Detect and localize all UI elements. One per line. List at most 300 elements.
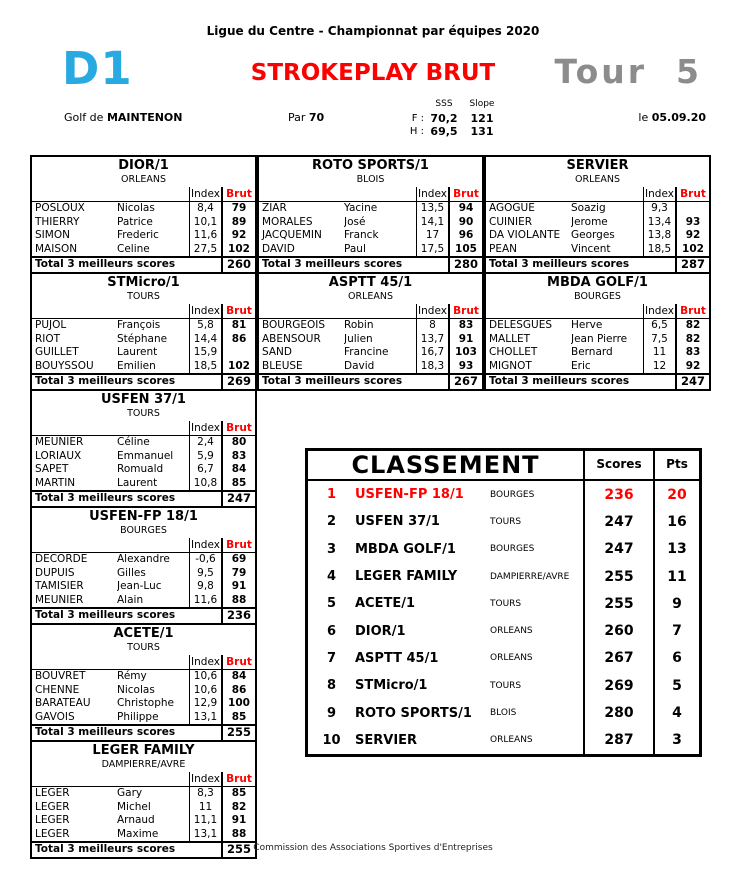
player-firstname: Gilles xyxy=(117,566,146,579)
team-name: DIOR/1 xyxy=(118,158,169,173)
brut-column-label: Brut xyxy=(221,655,255,669)
player-row xyxy=(259,243,482,257)
lastname-column-spacer xyxy=(32,655,117,669)
player-firstname: Gary xyxy=(117,787,143,799)
ranked-team-city: TOURS xyxy=(490,516,522,527)
player-row xyxy=(486,243,709,257)
player-index: 12 xyxy=(643,360,675,374)
men-slope: 131 xyxy=(470,125,494,138)
player-row xyxy=(32,787,255,801)
player-row xyxy=(32,814,255,828)
ranked-team-score: 287 xyxy=(583,727,653,754)
total-row xyxy=(32,373,255,389)
player-brut: 94 xyxy=(448,202,482,216)
column-labels-row xyxy=(486,187,709,202)
player-row xyxy=(486,202,709,216)
classement-header xyxy=(308,451,699,481)
team-city: DAMPIERRE/AVRE xyxy=(101,759,186,770)
player-lastname: BARATEAU xyxy=(35,697,91,709)
player-index: 11,1 xyxy=(189,814,221,828)
ranked-team-score: 255 xyxy=(583,590,653,617)
lastname-column-spacer xyxy=(32,538,117,552)
player-lastname: CHENNE xyxy=(35,683,80,696)
player-firstname: José xyxy=(344,215,366,228)
team-table xyxy=(30,506,257,625)
player-row xyxy=(32,477,255,491)
classement-row xyxy=(308,508,699,535)
column-labels-row xyxy=(32,304,255,319)
player-lastname: GUILLET xyxy=(35,346,79,358)
ranked-team-score: 269 xyxy=(583,672,653,699)
ranked-team-city: ORLEANS xyxy=(490,735,533,746)
index-column-label: Index xyxy=(189,304,221,318)
total-row xyxy=(486,373,709,389)
column-labels-row xyxy=(259,304,482,319)
player-firstname: Julien xyxy=(344,332,373,345)
player-brut: 103 xyxy=(448,346,482,360)
player-index: 9,8 xyxy=(189,580,221,594)
total-value: 255 xyxy=(221,726,255,740)
player-row xyxy=(32,202,255,216)
player-brut: 96 xyxy=(448,229,482,243)
player-lastname: PEAN xyxy=(489,242,518,255)
ranked-team-pts: 5 xyxy=(653,672,699,699)
classement-row xyxy=(308,617,699,644)
player-lastname: MARTIN xyxy=(35,476,76,489)
player-lastname: TAMISIER xyxy=(35,580,84,592)
player-firstname: Frederic xyxy=(117,229,159,241)
player-firstname: Emmanuel xyxy=(117,449,174,462)
brut-column-label: Brut xyxy=(221,772,255,786)
index-column-label: Index xyxy=(643,187,675,201)
rank-number: 8 xyxy=(326,678,337,694)
total-label: Total 3 meilleurs scores xyxy=(262,375,403,387)
ranked-team-name: ACETE/1 xyxy=(355,596,416,612)
column-labels-row xyxy=(259,187,482,202)
rank-number: 10 xyxy=(322,732,341,748)
team-city: ORLEANS xyxy=(120,174,166,185)
total-value: 280 xyxy=(448,258,482,272)
team-name: USFEN 37/1 xyxy=(101,392,186,407)
lastname-column-spacer xyxy=(32,304,117,318)
ranked-team-pts: 13 xyxy=(653,536,699,563)
lastname-column-spacer xyxy=(259,304,344,318)
women-label: F : xyxy=(411,112,424,124)
player-firstname: Georges xyxy=(571,229,615,241)
player-lastname: DECORDE xyxy=(35,553,88,565)
player-brut: 89 xyxy=(221,216,255,230)
player-firstname: Robin xyxy=(344,319,374,331)
player-index: 7,5 xyxy=(643,333,675,347)
total-value: 260 xyxy=(221,258,255,272)
team-city: TOURS xyxy=(127,642,160,653)
firstname-column-spacer xyxy=(571,304,643,318)
par-line xyxy=(288,111,324,124)
rank-number: 1 xyxy=(326,487,337,503)
total-label: Total 3 meilleurs scores xyxy=(35,609,176,621)
women-sss: 70,2 xyxy=(430,111,458,125)
ranked-team-pts: 6 xyxy=(653,645,699,672)
column-labels-row xyxy=(32,655,255,670)
player-row xyxy=(259,229,482,243)
player-index: 13,7 xyxy=(416,333,448,347)
player-lastname: MORALES xyxy=(262,215,313,228)
round-label: Tour 5 xyxy=(554,52,702,91)
player-row xyxy=(32,436,255,450)
player-lastname: BOURGEOIS xyxy=(262,319,326,331)
player-index: 11,6 xyxy=(189,594,221,608)
player-firstname: Rémy xyxy=(117,670,147,682)
lastname-column-spacer xyxy=(259,187,344,201)
player-firstname: Nicolas xyxy=(117,202,155,214)
player-brut: 91 xyxy=(221,580,255,594)
player-firstname: Laurent xyxy=(117,346,158,358)
team-name: USFEN-FP 18/1 xyxy=(89,509,198,524)
player-row xyxy=(32,670,255,684)
player-lastname: DAVID xyxy=(262,242,295,255)
player-lastname: PUJOL xyxy=(35,319,67,331)
player-lastname: MEUNIER xyxy=(35,593,84,606)
brut-column-label: Brut xyxy=(221,304,255,318)
ranked-team-name: LEGER FAMILY xyxy=(355,569,458,585)
player-lastname: ABENSOUR xyxy=(262,332,321,345)
player-row xyxy=(259,319,482,333)
player-lastname: RIOT xyxy=(35,332,61,345)
player-brut xyxy=(221,346,255,360)
player-row xyxy=(259,346,482,360)
column-labels-row xyxy=(32,538,255,553)
column-labels-row xyxy=(32,187,255,202)
player-lastname: LEGER xyxy=(35,787,70,799)
team-table xyxy=(30,623,257,742)
player-index: 12,9 xyxy=(189,697,221,711)
player-brut: 91 xyxy=(448,333,482,347)
player-index: 14,1 xyxy=(416,216,448,230)
team-table xyxy=(30,155,257,274)
document-title: Ligue du Centre - Championnat par équipes 2020 xyxy=(206,24,540,38)
lastname-column-spacer xyxy=(486,187,571,201)
player-lastname: THIERRY xyxy=(35,215,80,228)
team-name: STMicro/1 xyxy=(107,275,180,290)
player-lastname: DELESGUES xyxy=(489,319,552,331)
player-index: 8,4 xyxy=(189,202,221,216)
total-value: 236 xyxy=(221,609,255,623)
men-label: H : xyxy=(409,126,424,137)
player-firstname: Yacine xyxy=(344,202,378,214)
player-row xyxy=(486,229,709,243)
slope-header: Slope xyxy=(469,99,495,109)
player-firstname: Nicolas xyxy=(117,683,155,696)
lastname-column-spacer xyxy=(486,304,571,318)
ranked-team-score: 247 xyxy=(583,508,653,535)
ranked-team-pts: 7 xyxy=(653,617,699,644)
date-value: 05.09.20 xyxy=(651,111,706,124)
player-firstname: Bernard xyxy=(571,346,613,358)
player-firstname: Stéphane xyxy=(117,332,168,345)
player-row xyxy=(32,450,255,464)
rating-spacer xyxy=(398,98,424,112)
classement-row xyxy=(308,727,699,754)
total-label: Total 3 meilleurs scores xyxy=(489,258,630,270)
ranked-team-name: ASPTT 45/1 xyxy=(355,650,439,666)
classement-row xyxy=(308,481,699,508)
classement-row xyxy=(308,590,699,617)
player-lastname: SAND xyxy=(262,346,292,358)
lastname-column-spacer xyxy=(32,187,117,201)
player-row xyxy=(486,360,709,374)
rank-number: 4 xyxy=(326,569,337,585)
classement-row xyxy=(308,645,699,672)
player-brut: 85 xyxy=(221,711,255,725)
player-lastname: LEGER xyxy=(35,814,70,826)
player-row xyxy=(32,801,255,815)
player-firstname: Maxime xyxy=(117,827,159,840)
rating-header-row xyxy=(398,98,500,112)
player-lastname: SAPET xyxy=(35,463,69,475)
ranked-team-name: USFEN 37/1 xyxy=(355,514,440,530)
player-firstname: David xyxy=(344,359,375,372)
lastname-column-spacer xyxy=(32,421,117,435)
index-column-label: Index xyxy=(189,421,221,435)
division-label: D1 xyxy=(62,42,133,95)
total-value: 267 xyxy=(448,375,482,389)
player-row xyxy=(486,346,709,360)
player-row xyxy=(32,333,255,347)
player-firstname: Vincent xyxy=(571,242,611,255)
player-row xyxy=(259,333,482,347)
player-index: 14,4 xyxy=(189,333,221,347)
course-name: MAINTENON xyxy=(106,111,183,124)
ranked-team-name: DIOR/1 xyxy=(355,623,406,639)
player-row xyxy=(32,463,255,477)
brut-column-label: Brut xyxy=(221,421,255,435)
player-index: 10,8 xyxy=(189,477,221,491)
course-label: Golf de xyxy=(64,111,104,124)
player-brut: 102 xyxy=(675,243,709,257)
classement-row xyxy=(308,536,699,563)
firstname-column-spacer xyxy=(117,304,189,318)
competition-title: STROKEPLAY BRUT xyxy=(250,60,496,86)
player-lastname: LORIAUX xyxy=(35,449,82,462)
player-lastname: MALLET xyxy=(489,332,530,345)
player-firstname: Alexandre xyxy=(117,553,170,565)
player-brut: 81 xyxy=(221,319,255,333)
player-brut: 86 xyxy=(221,333,255,347)
classement-title: CLASSEMENT xyxy=(351,451,540,479)
player-brut: 79 xyxy=(221,567,255,581)
team-name: MBDA GOLF/1 xyxy=(547,275,648,290)
total-row xyxy=(32,607,255,623)
total-label: Total 3 meilleurs scores xyxy=(35,375,176,387)
course-line xyxy=(64,111,182,124)
team-table xyxy=(257,272,484,391)
player-row xyxy=(32,580,255,594)
team-table xyxy=(30,389,257,508)
player-index: 2,4 xyxy=(189,436,221,450)
rating-men-row xyxy=(398,125,500,139)
player-lastname: BLEUSE xyxy=(262,359,303,372)
player-index: -0,6 xyxy=(189,553,221,567)
total-value: 247 xyxy=(221,492,255,506)
player-brut: 93 xyxy=(448,360,482,374)
player-row xyxy=(259,202,482,216)
player-row xyxy=(32,594,255,608)
player-firstname: Soazig xyxy=(571,202,606,214)
player-brut: 88 xyxy=(221,594,255,608)
player-lastname: SIMON xyxy=(35,229,70,241)
player-row xyxy=(32,828,255,842)
player-firstname: Jerome xyxy=(571,215,608,228)
player-lastname: MEUNIER xyxy=(35,436,84,448)
ranked-team-city: TOURS xyxy=(490,598,522,609)
classement-row xyxy=(308,563,699,590)
player-brut: 83 xyxy=(675,346,709,360)
player-index: 5,9 xyxy=(189,450,221,464)
ranked-team-score: 267 xyxy=(583,645,653,672)
classement-row xyxy=(308,672,699,699)
rank-number: 5 xyxy=(326,596,337,612)
team-table xyxy=(484,272,711,391)
player-row xyxy=(32,553,255,567)
player-brut: 105 xyxy=(448,243,482,257)
team-name: ASPTT 45/1 xyxy=(328,275,413,290)
ranked-team-pts: 3 xyxy=(653,727,699,754)
par-value: 70 xyxy=(308,111,325,124)
scores-column-header: Scores xyxy=(583,451,653,479)
team-column-left xyxy=(30,155,257,859)
player-brut: 102 xyxy=(221,360,255,374)
sss-header: SSS xyxy=(435,99,453,109)
ranked-team-score: 236 xyxy=(583,481,653,508)
player-firstname: Herve xyxy=(571,319,603,331)
total-value: 247 xyxy=(675,375,709,389)
firstname-column-spacer xyxy=(117,772,189,786)
player-index: 27,5 xyxy=(189,243,221,257)
player-row xyxy=(486,333,709,347)
player-firstname: Christophe xyxy=(117,697,175,709)
firstname-column-spacer xyxy=(117,538,189,552)
pts-column-header: Pts xyxy=(653,451,699,479)
player-row xyxy=(486,216,709,230)
player-brut: 91 xyxy=(221,814,255,828)
ranked-team-city: BLOIS xyxy=(490,708,517,719)
player-firstname: Laurent xyxy=(117,476,158,489)
player-brut: 82 xyxy=(221,801,255,815)
player-brut: 100 xyxy=(221,697,255,711)
player-index: 5,8 xyxy=(189,319,221,333)
ranked-team-pts: 9 xyxy=(653,590,699,617)
team-table xyxy=(484,155,711,274)
player-lastname: CHOLLET xyxy=(489,346,538,358)
player-index: 6,5 xyxy=(643,319,675,333)
firstname-column-spacer xyxy=(117,187,189,201)
date-line xyxy=(638,111,706,124)
brut-column-label: Brut xyxy=(448,304,482,318)
total-row xyxy=(259,373,482,389)
player-lastname: DUPUIS xyxy=(35,566,75,579)
column-labels-row xyxy=(32,772,255,787)
classement-row xyxy=(308,699,699,726)
total-row xyxy=(259,256,482,272)
player-firstname: Michel xyxy=(117,800,151,813)
player-row xyxy=(32,567,255,581)
team-table xyxy=(257,155,484,274)
player-firstname: Celine xyxy=(117,242,150,255)
brut-column-label: Brut xyxy=(675,187,709,201)
player-index: 13,1 xyxy=(189,711,221,725)
firstname-column-spacer xyxy=(344,187,416,201)
player-index: 6,7 xyxy=(189,463,221,477)
total-label: Total 3 meilleurs scores xyxy=(35,843,176,855)
player-index: 15,9 xyxy=(189,346,221,360)
ranked-team-city: TOURS xyxy=(490,680,522,691)
ranked-team-name: SERVIER xyxy=(355,732,418,748)
player-index: 18,5 xyxy=(189,360,221,374)
player-row xyxy=(32,684,255,698)
footer-text: Commission des Associations Sportives d'Entreprises xyxy=(253,843,493,853)
team-city: TOURS xyxy=(127,291,160,302)
player-lastname: MAISON xyxy=(35,242,78,255)
player-lastname: AGOGUE xyxy=(489,202,535,214)
player-lastname: MIGNOT xyxy=(489,359,532,372)
ranked-team-city: BOURGES xyxy=(490,489,535,500)
ranked-team-name: USFEN-FP 18/1 xyxy=(355,487,464,503)
team-city: BOURGES xyxy=(574,291,621,302)
index-column-label: Index xyxy=(189,187,221,201)
player-row xyxy=(32,216,255,230)
player-row xyxy=(32,229,255,243)
player-row xyxy=(32,346,255,360)
player-firstname: Arnaud xyxy=(117,814,155,826)
player-row xyxy=(32,360,255,374)
team-city: BLOIS xyxy=(356,174,385,185)
player-brut: 83 xyxy=(448,319,482,333)
player-lastname: ZIAR xyxy=(262,202,287,214)
ranked-team-pts: 20 xyxy=(653,481,699,508)
player-brut: 84 xyxy=(221,670,255,684)
player-firstname: Patrice xyxy=(117,215,153,228)
ranked-team-score: 260 xyxy=(583,617,653,644)
player-index: 17 xyxy=(416,229,448,243)
player-index: 9,3 xyxy=(643,202,675,216)
total-value: 255 xyxy=(221,843,255,857)
player-brut: 82 xyxy=(675,333,709,347)
player-brut: 80 xyxy=(221,436,255,450)
player-brut: 88 xyxy=(221,828,255,842)
player-index: 11 xyxy=(643,346,675,360)
player-index: 16,7 xyxy=(416,346,448,360)
player-firstname: François xyxy=(117,319,161,331)
total-label: Total 3 meilleurs scores xyxy=(489,375,630,387)
player-index: 11 xyxy=(189,801,221,815)
index-column-label: Index xyxy=(189,538,221,552)
player-index: 18,3 xyxy=(416,360,448,374)
player-brut: 90 xyxy=(448,216,482,230)
player-row xyxy=(32,243,255,257)
classement-body xyxy=(308,481,699,754)
player-index: 10,1 xyxy=(189,216,221,230)
rank-number: 2 xyxy=(326,514,337,530)
column-labels-row xyxy=(486,304,709,319)
player-firstname: Jean Pierre xyxy=(571,332,628,345)
player-lastname: LEGER xyxy=(35,827,70,840)
rank-number: 6 xyxy=(326,623,337,639)
player-row xyxy=(32,319,255,333)
date-label: le xyxy=(638,111,649,124)
firstname-column-spacer xyxy=(571,187,643,201)
classement-table xyxy=(305,448,702,757)
men-sss: 69,5 xyxy=(430,125,458,138)
